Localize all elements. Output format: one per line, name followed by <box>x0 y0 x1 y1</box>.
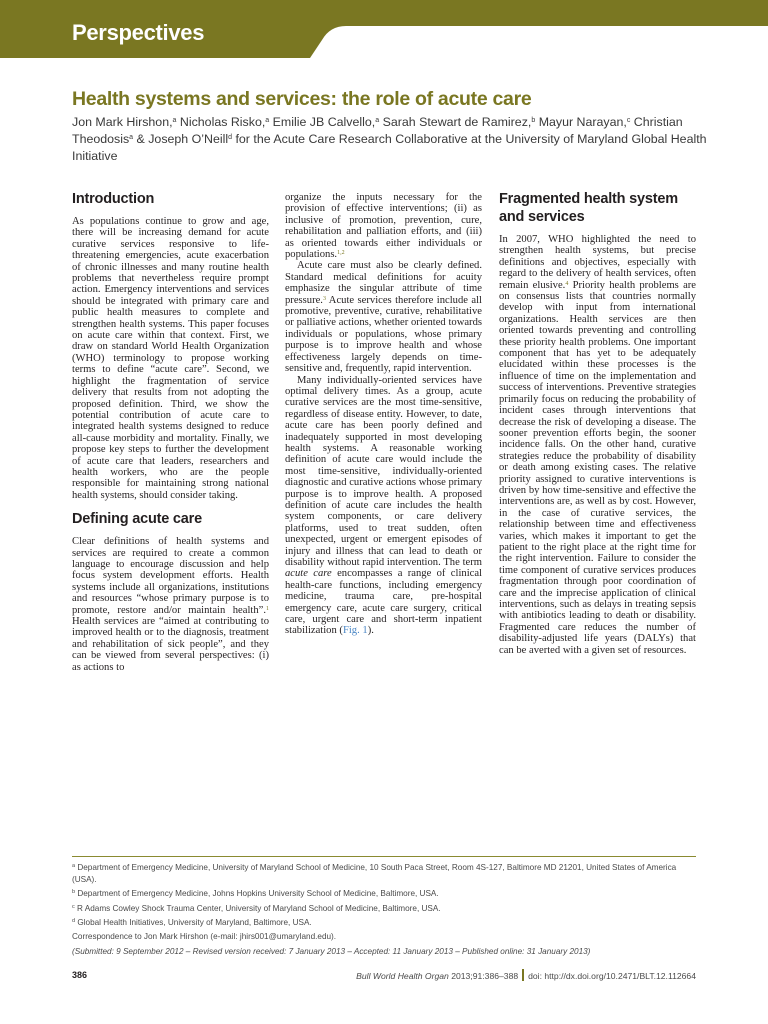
affiliation-mark: c <box>626 117 631 124</box>
defining-paragraph <box>72 536 269 673</box>
doi-link[interactable]: doi: http://dx.doi.org/10.2471/BLT.12.112664 <box>528 971 696 981</box>
introduction-paragraph: As populations continue to grow and age, there will be increasing demand for acute curative services responsive to life-threatening emergencies, acute exacerbation of chronic illnesses and many routine health problems that nevertheless require prompt action. Emergency interventions and services should be integrated with primary care and public health measures to complete and strengthen health systems. This paper focuses on acute care within that context. First, we draw on standard World Health Organization (WHO) terminology to propose working terms to define “acute care”. Second, we highlight the fragmentation of service delivery that results from not adopting the proposed definition. Third, we show the potential contribution of acute care to integrated health systems designed to reduce all-cause morbidity and mortality. Finally, we propose key steps to further the development of acute care that leaders, researchers and health workers, who are the people responsible for maintaining strong national health systems, should consider taking. <box>72 216 269 501</box>
affiliation-text: R Adams Cowley Shock Trauma Center, University of Maryland School of Medicine, Baltimore, USA. <box>74 903 441 913</box>
journal-name: Bull World Health Organ <box>356 971 449 981</box>
affiliation-mark: a <box>375 117 380 124</box>
volume-pages: 2013;91:386–388 <box>448 971 519 981</box>
paragraph-text-continued: Acute services therefore include all promotive, preventive, curative, rehabilitative or palliative actions, whether oriented towards individuals or populations, whose primary purpose is to improve health and whose effectiveness largely depends on time-sensitive and, frequently, rapid intervention. <box>285 294 482 375</box>
reference-link[interactable]: 4 <box>565 280 569 287</box>
affiliation-mark: c <box>72 903 75 910</box>
footnote-divider <box>72 856 696 857</box>
paragraph-text: Many individually-oriented services have optimal delivery times. As a group, acute curative services are the most time-sensitive, regardless of disease entity. However, to date, acute care has been poorly defined and inadequately supported in most developing health systems. A reasonable working definition of acute care would include the most time-sensitive, individually-oriented diagnostic and curative actions whose primary purpose is to improve health. A proposed definition of acute care includes the health system components, or care delivery platforms, used to treat sudden, often unexpected, urgent or emergent episodes of injury and illness that can lead to death or disability without rapid intervention. The term <box>285 374 482 568</box>
author-collaboration: for the Acute Care Research Collaborative at the University of Maryland Global Health Initiative <box>72 132 707 163</box>
author-name: Nicholas Risko, <box>176 115 266 129</box>
affiliation-footnote <box>72 903 694 915</box>
citation-divider <box>522 969 524 981</box>
reference-link[interactable]: 3 <box>322 295 326 302</box>
paragraph-text-continued: encompasses a range of clinical health-care functions, including emergency medicine, trauma care, pre-hospital emergency care, acute care surgery, critical care, urgent care and short-term inpatient stabilization ( <box>285 568 482 637</box>
section-label: Perspectives <box>72 20 205 45</box>
heading-fragmented-health-system: Fragmented health system and services <box>499 191 678 225</box>
author-name: Sarah Stewart de Ramirez, <box>379 115 532 129</box>
affiliation-text: Department of Emergency Medicine, University of Maryland School of Medicine, 10 South Paca Street, Room 4S-127, Baltimore MD 21201, United States of America (USA). <box>72 863 677 884</box>
submission-dates: (Submitted: 9 September 2012 – Revised version received: 7 January 2013 – Accepted: 11 January 2013 – Published online: 31 January 2013) <box>72 946 591 956</box>
author-name: & Joseph O’Neill <box>133 132 229 146</box>
author-name: Jon Mark Hirshon, <box>72 115 173 129</box>
affiliation-mark: a <box>265 117 270 124</box>
paragraph-text: Acute care must also be clearly defined. Standard medical definitions for acuity emphasize the singular attribute of time pressure. <box>285 260 482 306</box>
column-right <box>499 190 696 656</box>
affiliation-mark: d <box>72 917 76 924</box>
correspondence-note: Correspondence to Jon Mark Hirshon (e-mail: jhirs001@umaryland.edu). <box>72 932 337 942</box>
column-left <box>72 190 269 673</box>
paragraph-text-continued: Priority health problems are on consensus lists that countries normally develop with input from international organizations. Health services are then oriented towards preventing and controlling these priority health problems. One important component that has yet to be adequately elucidated within these processes is the influence of time on the implementation and success of interventions. Preventive strategies primarily focus on reducing the probability of incident cases through interventions that decrease the risk of developing a disease. The sooner prevention efforts begin, the sooner incidence falls. On the other hand, curative strategies reduce the probability of disability or death among existing cases. The relative priority assigned to curative interventions is driven by how time-sensitive and effective the interventions are, as well as by cost. However, in the case of curative services, the relationship between time and effectiveness varies, which makes it important to get the patient to the right place at the right time for the right intervention. Failure to consider the time component of curative services produces fragmentation through poor coordination of care and the imprecise application of clinical interventions, such as delays in treating sepsis with antibiotics leading to death or disability. Fragmented care reduces the number of disability-adjusted life years (DALYs) that can be averted with a given set of resources. <box>499 279 697 656</box>
paragraph-text: organize the inputs necessary for the provision of effective interventions; (ii) as inclusive of promotion, prevention, cure, rehabilitation and palliation efforts, and (iii) as oriented towards either individuals or populations. <box>285 192 482 261</box>
affiliation-footnote <box>72 917 694 929</box>
affiliation-mark: b <box>72 889 76 896</box>
paragraph-text-end: ). <box>367 625 374 637</box>
affiliation-mark: a <box>172 117 177 124</box>
acute-care-definition-paragraph <box>285 260 482 374</box>
column-middle <box>285 192 482 637</box>
paragraph-text: In 2007, WHO highlighted the need to strengthen health systems, but precise definitions and objectives, especially with regard to the delivery of health services, often remain elusive. <box>499 234 696 291</box>
author-name: Mayur Narayan, <box>535 115 627 129</box>
author-name: Emilie JB Calvello, <box>269 115 376 129</box>
citation-line <box>356 969 696 981</box>
defining-text-continued: Health services are “aimed at contributing to improved health or to the diagnosis, treatment and rehabilitation of sick people”, and they can be viewed from several perspectives: (i) as actions to <box>72 616 269 673</box>
term-acute-care: acute care <box>285 568 332 580</box>
acute-services-paragraph <box>285 375 482 637</box>
affiliation-text: Department of Emergency Medicine, Johns Hopkins University School of Medicine, Baltimore, USA. <box>75 889 439 899</box>
affiliation-mark: d <box>228 134 233 141</box>
defining-text: Clear definitions of health systems and services are required to create a common language to encourage discussion and help focus system development efforts. Health systems include all organizations, institutions and resources “whose primary purpose is to promote, restore and/or maintain health”. <box>72 536 269 616</box>
heading-defining-acute-care: Defining acute care <box>72 511 202 528</box>
author-list <box>72 114 712 165</box>
affiliation-text: Global Health Initiatives, University of Maryland, Baltimore, USA. <box>75 917 312 927</box>
page-number: 386 <box>72 970 88 980</box>
author-name: Christian Theodosis <box>72 115 683 146</box>
footnotes <box>72 862 694 960</box>
fragmented-paragraph <box>499 234 696 656</box>
figure-link[interactable]: Fig. 1 <box>342 625 368 637</box>
affiliation-footnote <box>72 862 694 886</box>
heading-introduction: Introduction <box>72 191 155 207</box>
affiliation-mark: a <box>129 134 134 141</box>
affiliation-mark: b <box>531 117 536 124</box>
reference-link[interactable]: 1 <box>266 605 269 612</box>
affiliation-mark: a <box>72 863 76 869</box>
reference-link[interactable]: 1,2 <box>337 250 345 257</box>
article-title: Health systems and services: the role of acute care <box>72 88 532 110</box>
affiliation-footnote <box>72 888 694 900</box>
continued-paragraph <box>285 192 482 260</box>
